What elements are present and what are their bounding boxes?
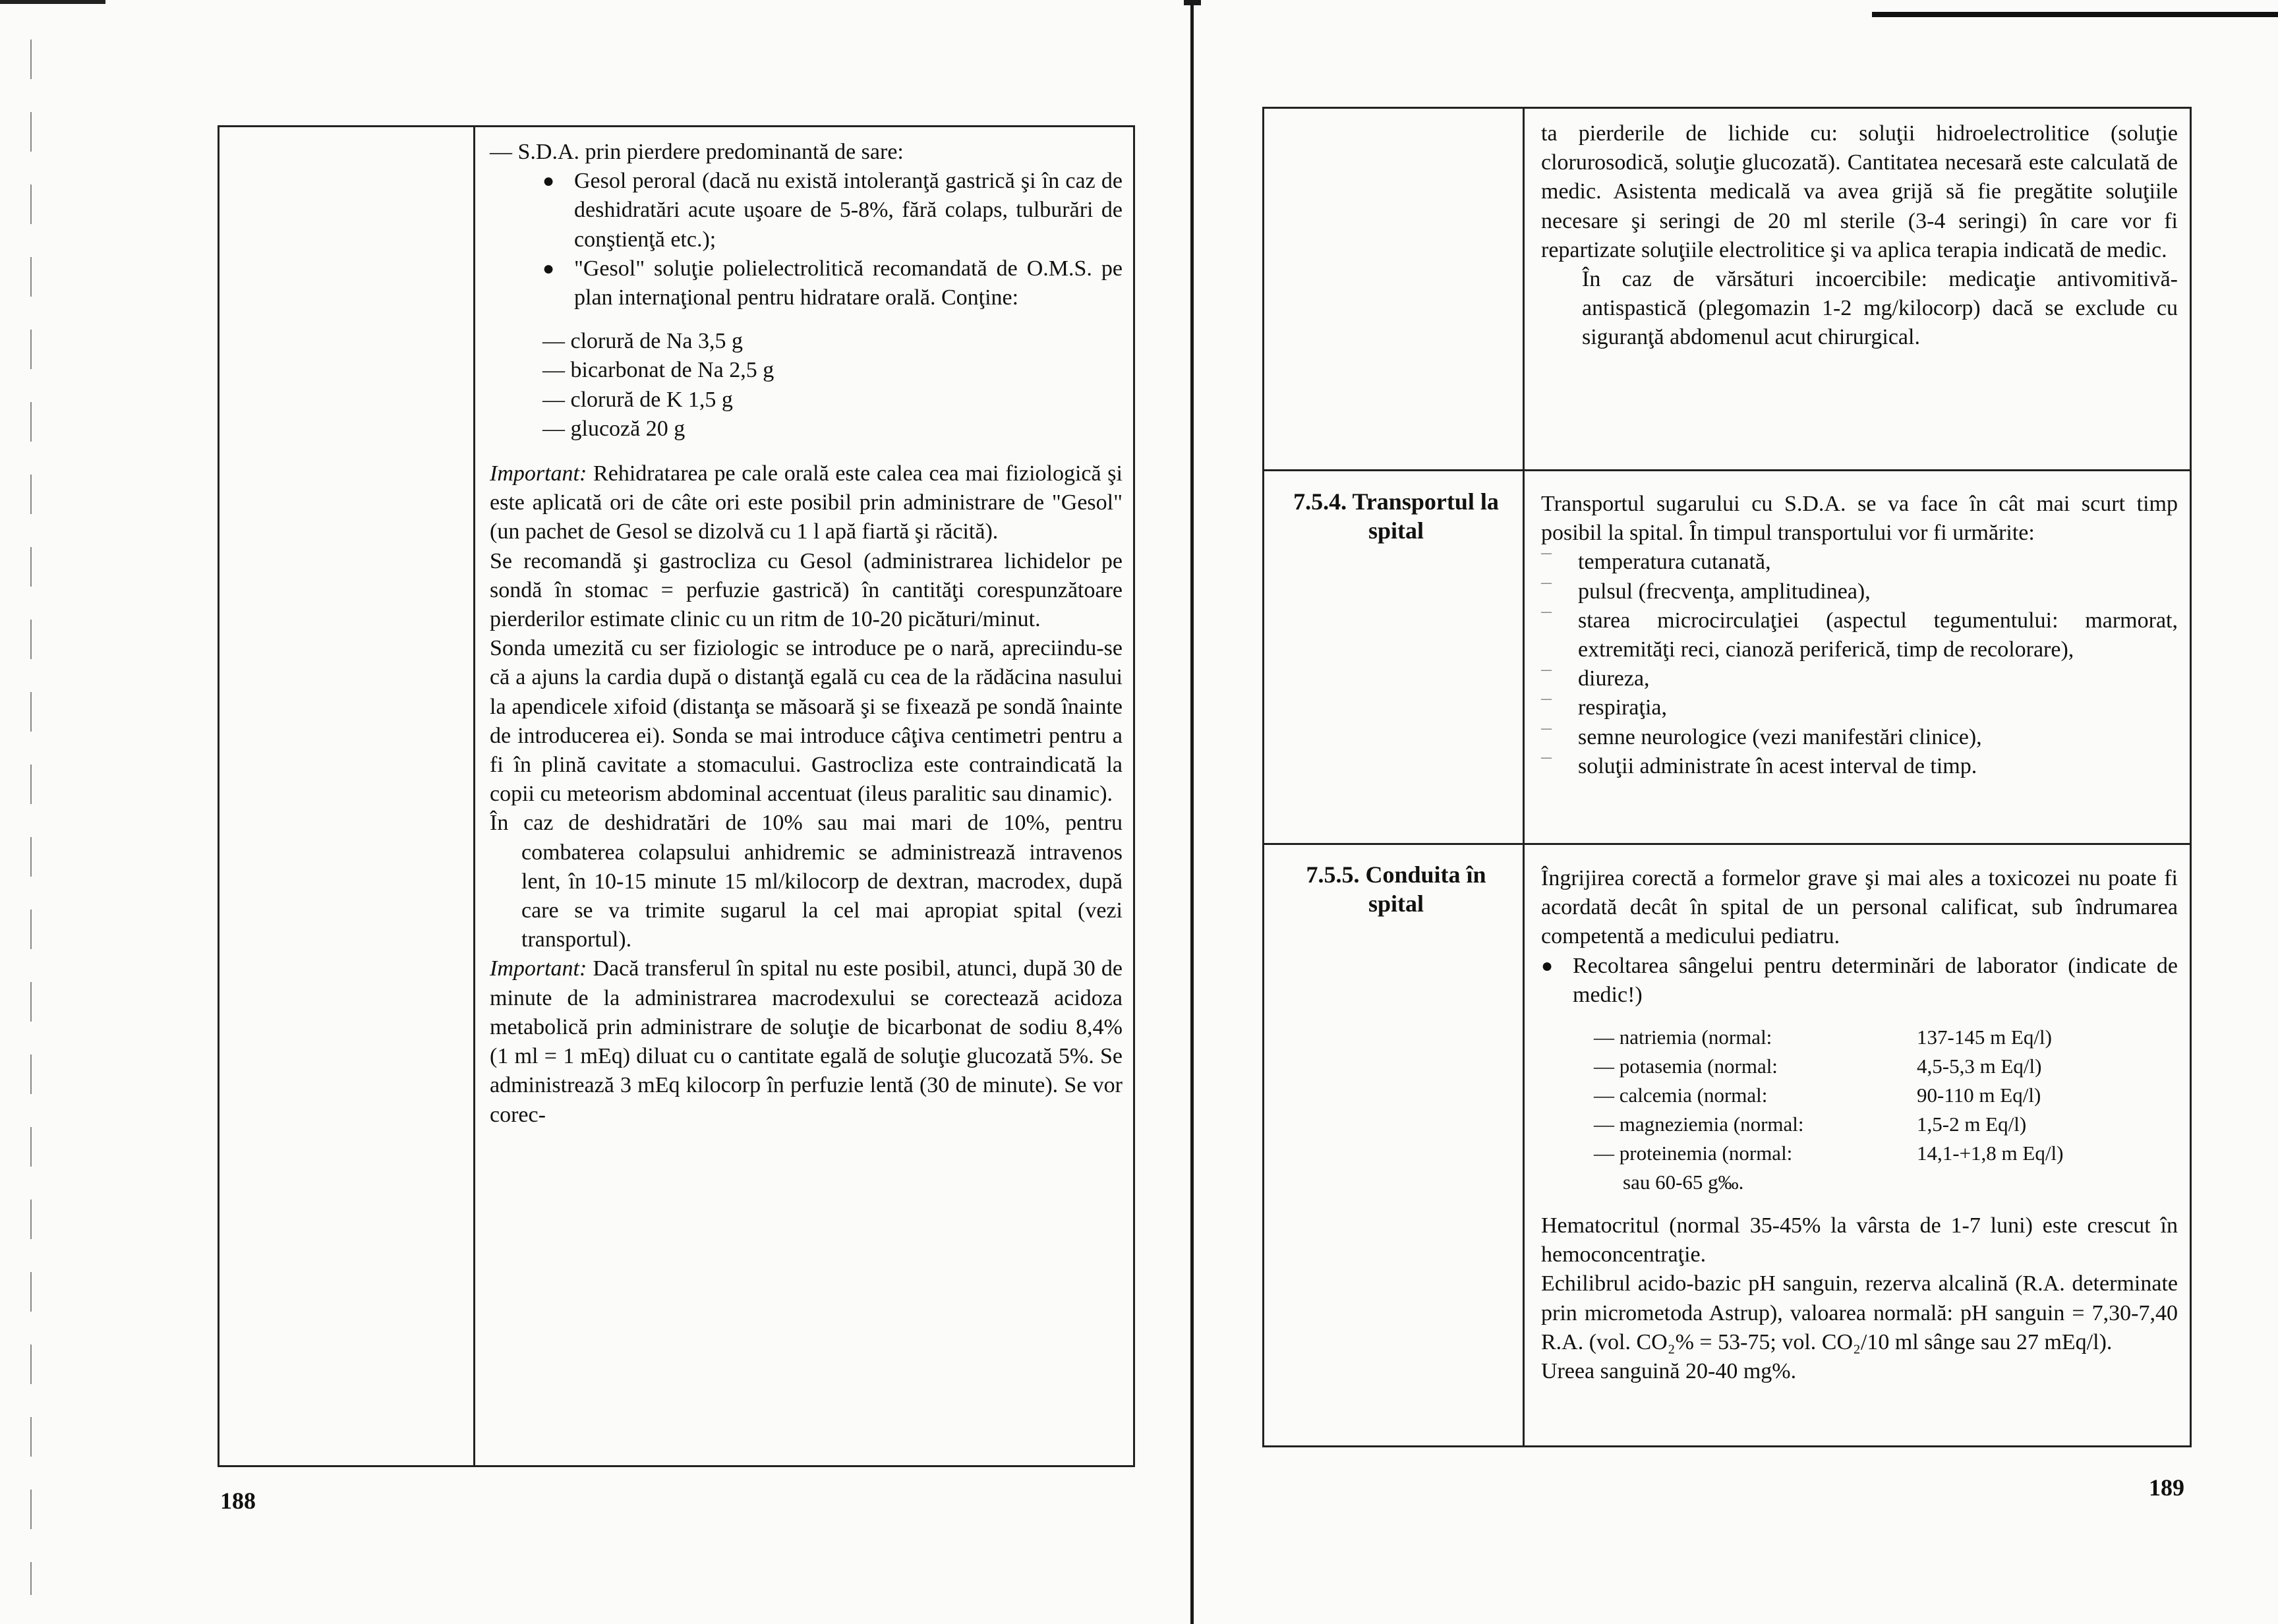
bullet-dot-icon: ● xyxy=(542,170,555,192)
lab-name: — potasemia (normal: xyxy=(1594,1055,1778,1078)
lab-name: — proteinemia (normal: xyxy=(1594,1142,1793,1165)
paragraph: Se recomandă şi gastrocliza cu Gesol (administrarea lichidelor pe sondă în stomac = perfuzie gastrică) în cantităţi corespunzătoare pierderilor estimate clinic cu un ritm de 10-20 picături/minut. xyxy=(490,548,1123,632)
list-item: — bicarbonat de Na 2,5 g xyxy=(542,358,774,383)
paragraph-text: În caz de deshidratări de 10% sau mai mari de 10%, pentru combaterea colapsului anhidremic se administrează intravenos lent, în 10-15 minute 15 ml/kilocorp de dextran, macrodex, după care se va trimite sugarul la cel mai apropiat spital (vezi transportul). xyxy=(490,811,1123,952)
important-label: Important: xyxy=(490,461,587,486)
list-item-text: pulsul (frecvenţa, amplitudinea), xyxy=(1578,579,1871,604)
paragraph-text: Dacă transferul în spital nu este posibil, atunci, după 30 de minute de la administrarea macrodexului se corectează acidoza metabolică prin administrare de soluţie de bicarbonat de sodiu 8,4% (1 ml = 1 mEq) diluat cu o cantitate egală de soluţie glucozată 5%. Se administrează 3 mEq kilocorp în perfuzie lentă (30 de minute). Se vor corec- xyxy=(490,956,1123,1127)
list-item: — temperatura cutanată, xyxy=(1541,548,2178,577)
scan-margin-shadow xyxy=(30,40,32,1595)
bullet-dot-icon: ● xyxy=(1541,954,1554,977)
conduita-content xyxy=(1541,864,2178,1386)
paragraph: În caz de vărsături incoercibile: medicaţie antivomitivă-antispastică (plegomazin 1-2 mg/kilocorp) dacă se exclude cu siguranţă abdomenul acut chirurgical. xyxy=(1582,267,2178,350)
bullet-text: Gesol peroral (dacă nu există intoleranţă gastrică şi în caz de deshidratări acute uşoare de 5-8%, fără colaps, tulburări de conştienţă etc.); xyxy=(574,169,1123,252)
row-divider xyxy=(1264,469,2190,471)
lab-name: — calcemia (normal: xyxy=(1594,1084,1768,1107)
lab-value: 90-110 m Eq/l) xyxy=(1917,1084,2041,1107)
book-gutter-cap xyxy=(1184,0,1201,5)
table-row xyxy=(1594,1139,2063,1168)
bullet-item xyxy=(1541,952,2178,1010)
lab-value: 1,5-2 m Eq/l) xyxy=(1917,1113,2027,1136)
scan-edge-mark-right xyxy=(1872,12,2278,17)
section-heading-conduita: 7.5.5. Conduita în spital xyxy=(1306,861,1486,917)
lab-name: — magneziemia (normal: xyxy=(1594,1113,1804,1136)
paragraph: Hematocritul (normal 35-45% la vârsta de 1-7 luni) este crescut în hemoconcentraţie. xyxy=(1541,1213,2178,1267)
important-label: Important: xyxy=(490,956,587,981)
paragraph: Echilibrul acido-bazic pH sanguin, rezerva alcalină (R.A. determinate prin micrometoda Astrup), valoarea normală: pH sanguin = 7,30-7,40 R.A. (vol. CO₂% = 53-75; vol. CO₂/10 ml sânge sau 27 mEq/l). xyxy=(1541,1271,2178,1354)
book-gutter xyxy=(1190,0,1194,1624)
continuation-cell xyxy=(1541,119,2178,353)
table-row xyxy=(1594,1052,2063,1081)
section-label-cell xyxy=(1277,487,1515,545)
paragraph-text: — S.D.A. prin pierdere predominantă de sare: xyxy=(490,140,904,164)
paragraph-text: Rehidratarea pe cale orală este calea cea mai fiziologică şi este aplicată ori de câte ori este posibil prin administrare de "Gesol" (un pachet de Gesol se dizolvă cu 1 l apă fiartă şi răcită). xyxy=(490,461,1123,544)
paragraph xyxy=(490,138,1123,167)
table-row xyxy=(1594,1110,2063,1139)
table-row xyxy=(1594,1168,2063,1197)
section-label-cell xyxy=(1277,860,1515,918)
paragraph: Transportul sugarului cu S.D.A. se va face în cât mai scurt timp posibil la spital. În timpul transportului vor fi urmărite: xyxy=(1541,492,2178,546)
left-page-table xyxy=(218,125,1135,1467)
paragraph: ta pierderile de lichide cu: soluţii hidroelectrolitice (soluţie clorurosodică, soluţie glucozată). Cantitatea necesară este calculată de medic. Asistenta medicală va avea grijă să fie pregătite soluţiile necesare şi seringi de 20 ml sterile (3-4 seringi) în care vor fi repartizate soluţiile electrolitice şi va aplica terapia indicată de medic. xyxy=(1541,121,2178,262)
scan-edge-mark xyxy=(0,0,105,4)
ingredients-list xyxy=(490,327,1123,444)
bullet-item xyxy=(490,254,1123,312)
lab-values-table xyxy=(1594,1023,2063,1197)
paragraph xyxy=(490,459,1123,547)
lab-value: 4,5-5,3 m Eq/l) xyxy=(1917,1055,2042,1078)
lab-value: 14,1-+1,8 m Eq/l) xyxy=(1917,1142,2064,1165)
list-item-text: respiraţia, xyxy=(1578,695,1667,720)
bullet-item xyxy=(490,167,1123,254)
table-row xyxy=(1594,1023,2063,1052)
paragraph: Ureea sanguină 20-40 mg%. xyxy=(1541,1359,1797,1384)
list-item: — diureza, xyxy=(1541,664,2178,693)
list-item-text: starea microcirculaţiei (aspectul tegumentului: marmorat, extremităţi reci, cianoză periferică, timp de recolorare), xyxy=(1578,608,2178,662)
list-item-text: semne neurologice (vezi manifestări clinice), xyxy=(1578,724,1982,749)
right-table-column-divider xyxy=(1523,109,1525,1445)
lab-value: 137-145 m Eq/l) xyxy=(1917,1026,2052,1049)
right-page-table xyxy=(1262,107,2192,1447)
list-item: — glucoză 20 g xyxy=(542,416,686,441)
lab-values-block xyxy=(1541,1023,2178,1197)
left-table-column-divider xyxy=(473,127,475,1465)
paragraph xyxy=(490,954,1123,1129)
table-row xyxy=(1594,1081,2063,1110)
transport-content xyxy=(1541,490,2178,781)
list-item: — soluţii administrate în acest interval de timp. xyxy=(1541,752,2178,781)
left-page-content xyxy=(490,138,1123,1130)
lab-name: — natriemia (normal: xyxy=(1594,1026,1772,1049)
section-heading-transport: 7.5.4. Transportul la spital xyxy=(1293,488,1499,544)
paragraph: Îngrijirea corectă a formelor grave şi mai ales a toxicozei nu poate fi acordată decât în spital de un personal calificat, sub îndrumarea competentă a medicului pediatru. xyxy=(1541,866,2178,949)
page-number-right: 189 xyxy=(2149,1474,2184,1501)
list-item: — semne neurologice (vezi manifestări clinice), xyxy=(1541,723,2178,752)
bullet-dot-icon: ● xyxy=(542,257,555,279)
list-item-text: temperatura cutanată, xyxy=(1578,550,1771,575)
list-item: — starea microcirculaţiei (aspectul tegumentului: marmorat, extremităţi reci, cianoză periferică, timp de recolorare), xyxy=(1541,606,2178,664)
list-item-text: diureza, xyxy=(1578,666,1650,691)
page-number-left: 188 xyxy=(220,1488,256,1514)
list-item: — clorură de Na 3,5 g xyxy=(542,329,744,354)
bullet-text: Recoltarea sângelui pentru determinări de laborator (indicate de medic!) xyxy=(1573,953,2178,1007)
paragraph: Sonda umezită cu ser fiziologic se introduce pe o nară, apreciindu-se că a ajuns la cardia după o distanţă egală cu cea de la rădăcina nasului la apendicele xifoid (distanţa se măsoară şi se fixează pe sondă înainte de introducerea ei). Sonda se mai introduce câţiva centimetri pentru a fi în plină cavitate a stomacului. Gastrocliza este contraindicată la copii cu meteorism abdominal accentuat (ileus paralitic sau dinamic). xyxy=(490,636,1123,807)
paragraph xyxy=(490,809,1123,954)
list-item: — respiraţia, xyxy=(1541,693,2178,722)
list-item-text: soluţii administrate în acest interval de timp. xyxy=(1578,753,1977,778)
list-item: — pulsul (frecvenţa, amplitudinea), xyxy=(1541,577,2178,606)
row-divider xyxy=(1264,843,2190,845)
bullet-text: "Gesol" soluţie polielectrolitică recomandată de O.M.S. pe plan internaţional pentru hidratare orală. Conţine: xyxy=(574,256,1123,310)
list-item: — clorură de K 1,5 g xyxy=(542,387,733,412)
lab-extra: sau 60-65 g‰. xyxy=(1623,1171,1744,1194)
